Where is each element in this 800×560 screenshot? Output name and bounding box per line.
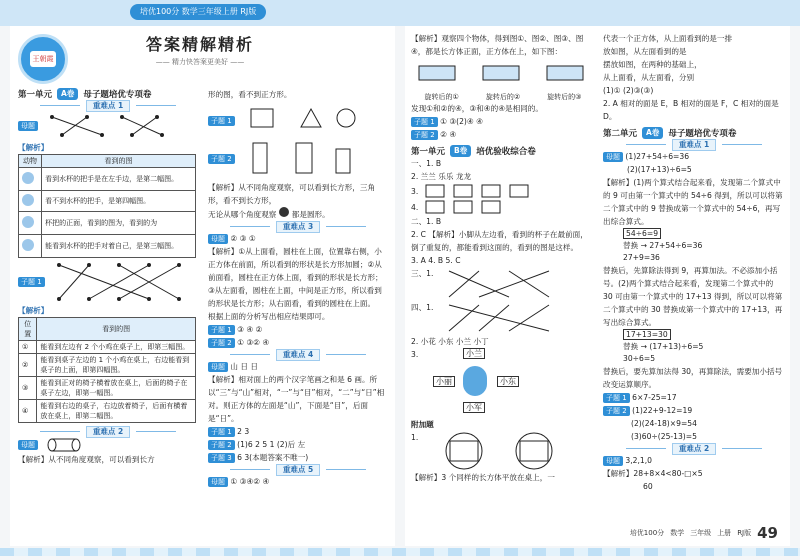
column-4: 代表一个正方体，从上面看到的是一排 放如图，从左面看到的是 摆放如图，在两种的基础上， 从上面看，从左面看，分别 (1)① (2)③(③) 2. A 相对的面是 E，B 相对的面是 F，C 相对的面是 D。 第二单元 A卷 母子题培优专项卷 重难点 1 母题 (1)27+54÷6=36 (2)(17+13)÷6=5 【解析】(1)两个算式结合起来看，发现第二个算式中的 9 可由第一个算式中的 54÷6 得到，所以可以将第二个算式中的 9 替换成第一个算式中的 54÷6，再写出综合算式。 54÷6=9 替换 → 27+54÷6=36 27+9=36 替换后，先算除法得到 9，再算加法。不必添加小括号。(2)两个算式结合起来看，发现第二个算式中的 30 可由第一个算式中的 17+13 得到，所以可以将第二个算式中的 30 替换成第一个算式中的 17+13，再写出综合算式。 17+13=30 替换 → (17+13)÷6=5 30÷6=5 替换后，要先算加法得 30，再算除法，需要加小括号改变运算顺序。 子题 1 6×7-25=17 子题 2 (1)22+9-12=19 (2)(24-18)×9=54 (3)60÷(25-13)=5 重难点 2 母题 3,2,1,0 【解析】28+8×4<80-□×5 60	[603, 32, 785, 493]
extra-figures	[424, 431, 574, 471]
rabbit-icon	[22, 194, 34, 206]
cylinder-icon	[44, 437, 84, 453]
page-number: 49	[757, 524, 778, 542]
page-subtitle: —— 精力快答案更美好 ——	[155, 58, 245, 66]
column-2: 形的图，看不到正方形。 子题 1 子题 2 【解析】从不同角度观察，可以看到长方形，三角形，看不到长方形， 无论从哪个角度观察 都是圆形。 重难点 3 母题 ② ③ ① 【解析】①从上面看，圆柱在上面，位置靠右侧，小正方体在前面，所以看到的形状是长方形加圆；②从前面看，圆柱在正方体上面，看到的形状是长方形；③从左面看，圆柱在上面，中间是正方形，所以看到的形状是长方形；从右面看，看到的圆柱在上面。 根据上面的分析写出相应结果即可。 子题 1 ③ ④ ② 子题 2 ① ③② ④ 重难点 4 母题 山 日 日 【解析】相对面上的两个汉字笔画之和是 6 画。所以“三”与“山”相对，“一”与“目”相对，“二”与“日”相对。则正方体的左面是“山”，下面是“目”，后面是“日”。 子题 1 2 3 子题 2 (1)6 2 5 1 (2)后 左 子题 3 6 3(本题答案不唯一) 重难点 5 母题 ① ③④② ④	[208, 88, 388, 488]
column-3: 【解析】观察四个物体，得到图①、图②、图③、图④，都是长方体正面，正方体在上，如下图： 旋转后的① 旋转后的② 旋转后的③ 发现①和②的④，③和④的④是相同的。 子题 1 ① ③(2)④ ④ 子题 2 ② ④ 第一单元 B卷 培优验收综合卷 一、1. B 2. 兰兰 乐乐 龙龙 3. 4. 二、1. B 2. C 【解析】小脚从左边看，看到的杯子在最前面，倒了重复的，都能看到这面的，看到的图是这样。 3. A 4. B 5. C 三、1. 四、1. 2. 小花 小东 小兰 小丁 3. 小兰 小丽 小东 小军 附加题 1. 【解析】3 个同样的长方体平放在桌上，一	[411, 32, 595, 484]
rabbit-icon	[22, 239, 34, 251]
cat-icon	[22, 216, 34, 228]
left-page	[10, 26, 395, 546]
shapes-row-1	[241, 105, 361, 137]
answer-table-1: 动物 看到的图 看到水杯的把手是在左手边，是第二幅图。 看不到水杯的把手，是第四幅图。 杯把的正面，看到的图为，看到的为 能看到水杯的把手对着自己，是第三幅图。	[18, 154, 196, 258]
unit-heading-b: 第一单元 B卷 培优验收综合卷	[411, 146, 536, 157]
monkey-icon	[463, 366, 487, 396]
key-point-band: 重难点 5	[208, 464, 388, 475]
soccer-ball-icon	[279, 207, 289, 217]
key-point-band: 重难点 1	[18, 100, 198, 111]
answer-table-2: 位置 看到的图 ① 能看到左边有 2 个小鸡在桌子上，即第三幅图。 ② 能看到桌子左边的 1 个小鸡在桌上，右边能看到桌子的上面，即第四幅图。 ③ 能看到正对的椅子横着放在桌上，后面的椅子在桌子左边，即第一幅图。 ④ 能看到右边的桌子，右边放着椅子，后面有横着放在桌上，即第二幅图。	[18, 317, 196, 423]
rabbit-icon	[22, 172, 34, 184]
page-title: 答案精解精析	[145, 35, 254, 54]
sub-question-label: 子题 1	[18, 277, 45, 287]
brand-logo: 王朝霞	[18, 34, 68, 84]
unit-heading-2: 第二单元 A卷 母子题培优专项卷	[603, 128, 737, 139]
matching-lines	[42, 111, 192, 141]
right-page	[405, 26, 790, 546]
key-point-band: 重难点 3	[208, 221, 388, 232]
page-footer: 培优100分 数学 三年级 上册 RJ版 49	[629, 524, 778, 542]
key-point-band: 重难点 1	[603, 139, 785, 150]
page-banner	[100, 32, 300, 67]
matching-lines-2	[49, 260, 189, 304]
header-pill: 培优100分 数学三年级上册 RJ版	[130, 4, 266, 20]
key-point-band: 重难点 2	[18, 426, 198, 437]
mother-question-label: 母题	[18, 121, 38, 131]
view-boxes	[424, 183, 534, 199]
top-banner	[0, 0, 800, 26]
key-point-band: 重难点 2	[603, 443, 785, 454]
substitution-diagram-1: 54÷6=9 替换 → 27+54÷6=36 27+9=36	[623, 229, 703, 262]
unit-heading: 第一单元 A卷 母子题培优专项卷	[18, 89, 152, 100]
analysis-label: 【解析】	[18, 143, 49, 152]
column-1: 第一单元 A卷 母子题培优专项卷 重难点 1 母题 【解析】 动物 看到的图 看到水杯的把手是在左手边，是第二幅图。 看不到水杯的把手，是第四幅图。 杯把的正面，看到的图为，看到的为 能看到水杯的把手对着自己，是第三幅图。 子题 1 【解析】 位置 看到的图 ① 能看到左边有 2 个小鸡在桌子上，即第三幅图。 ② 能看到桌子左边的 1 个小鸡在桌上，右边能看到桌子的上面，即第四幅图。 ③ 能看到正对的椅子横着放在桌上，后面的椅子在桌子左边，即第一幅图。 ④ 能看到右边的桌子，右边放着椅子，后面有横着放在桌上，即第二幅图。 重难点 2 母题 【解析】从不同角度观察，可以看到长方	[18, 88, 198, 466]
view-boxes-2	[424, 199, 534, 215]
key-point-band: 重难点 4	[208, 349, 388, 360]
substitution-diagram-2: 17+13=30 替换 → (17+13)÷6=5 30÷6=5	[623, 330, 704, 363]
bottom-wave	[0, 548, 800, 556]
matching-lines-3	[439, 267, 569, 301]
shapes-row-2	[241, 141, 361, 177]
rotated-boxes	[411, 58, 591, 92]
matching-lines-4	[439, 301, 569, 335]
